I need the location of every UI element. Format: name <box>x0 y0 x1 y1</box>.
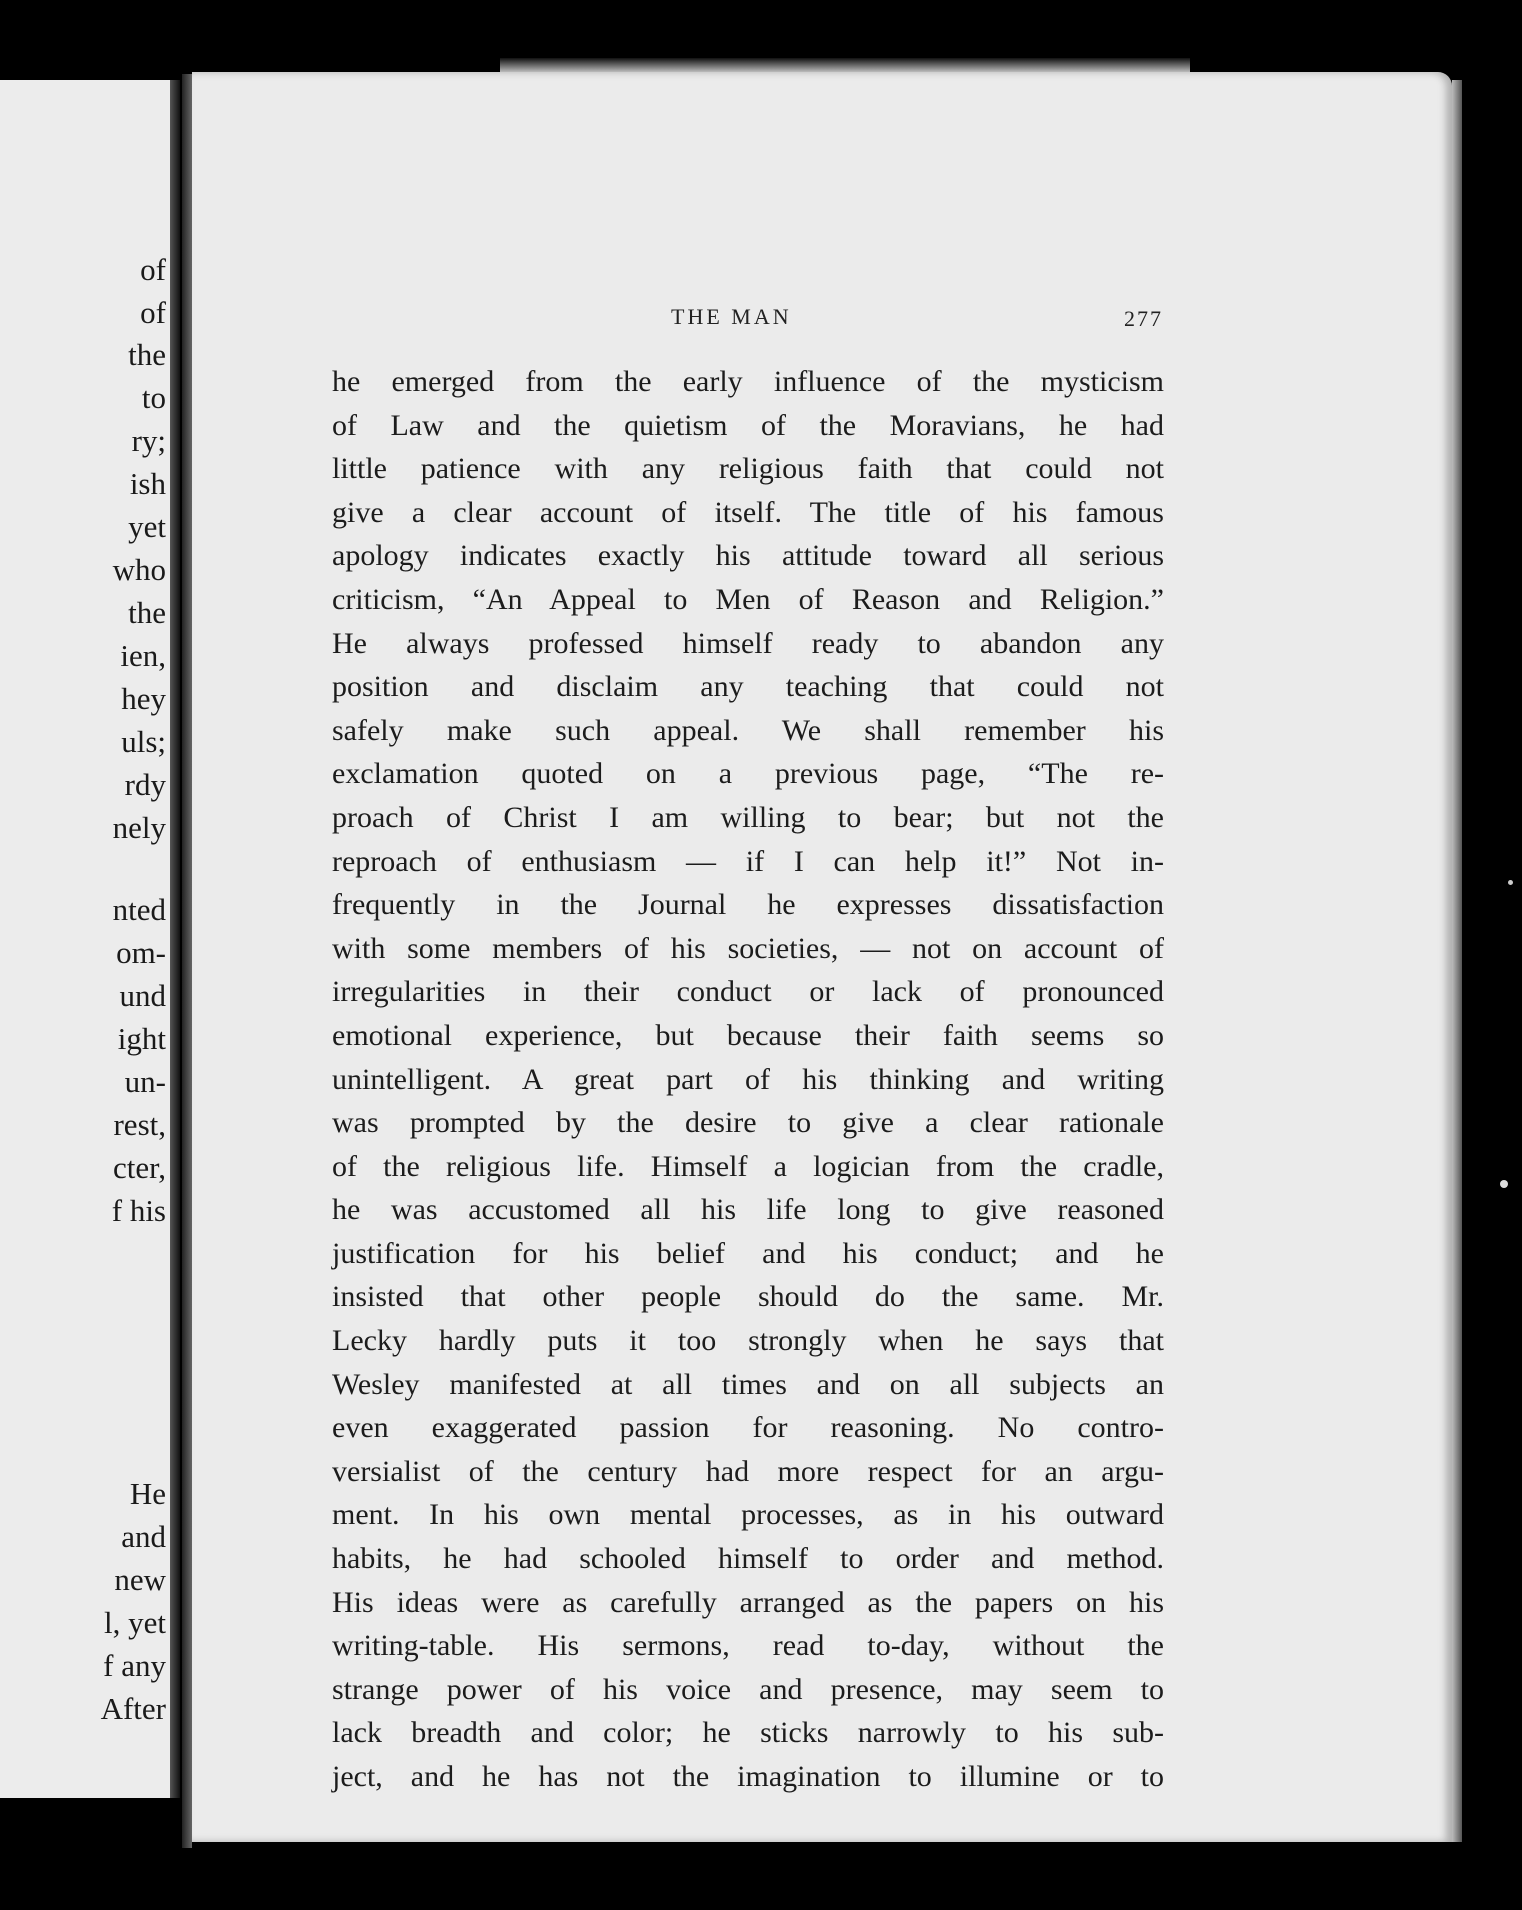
text-line: His ideas were as carefully arranged as the papers on his <box>332 1585 1164 1619</box>
text-line: ject, and he has not the imagination to illumine or to <box>332 1760 1164 1793</box>
text-line: justification for his belief and his conduct; and he <box>332 1236 1164 1270</box>
text-line: He always professed himself ready to abandon any <box>332 626 1164 660</box>
text-line: emotional experience, but because their faith seems so <box>332 1018 1164 1052</box>
left-page-line: ry; <box>131 423 166 458</box>
left-page-line: uls; <box>121 724 166 759</box>
text-line: irregularities in their conduct or lack of pronounced <box>332 975 1164 1009</box>
text-line: of Law and the quietism of the Moravians, he had <box>332 408 1164 442</box>
left-page-line: l, yet <box>104 1605 166 1640</box>
text-line: insisted that other people should do the same. Mr. <box>332 1280 1164 1314</box>
text-line: even exaggerated passion for reasoning. No contro- <box>332 1411 1164 1445</box>
text-line: he was accustomed all his life long to give reasoned <box>332 1193 1164 1227</box>
left-page-line: un- <box>124 1064 166 1099</box>
text-line: proach of Christ I am willing to bear; but not the <box>332 800 1164 834</box>
scan-speck <box>1508 880 1513 885</box>
text-line: of the religious life. Himself a logician from the cradle, <box>332 1149 1164 1183</box>
left-page-line: the <box>128 595 166 630</box>
running-head-title: THE MAN <box>671 304 792 329</box>
left-page-line: nted <box>112 892 166 927</box>
left-page-line: to <box>141 380 166 415</box>
text-line: reproach of enthusiasm — if I can help it!” Not in- <box>332 844 1164 878</box>
text-line: little patience with any religious faith that could not <box>332 452 1164 486</box>
left-page-line: of <box>140 295 166 330</box>
left-page-line: yet <box>128 509 166 544</box>
text-line: Wesley manifested at all times and on all subjects an <box>332 1367 1164 1401</box>
text-line: he emerged from the early influence of the mysticism <box>332 365 1164 398</box>
text-line: Lecky hardly puts it too strongly when he says that <box>332 1324 1164 1358</box>
left-page-line: ight <box>117 1021 166 1056</box>
left-page-line: hey <box>121 681 166 716</box>
left-page-line: ien, <box>120 638 166 673</box>
left-page-line: f any <box>103 1648 166 1683</box>
left-page-line: und <box>119 978 166 1013</box>
left-page-line: rest, <box>113 1107 166 1142</box>
page-number: 277 <box>1124 306 1163 331</box>
left-page-line: After <box>100 1691 166 1726</box>
text-line: was prompted by the desire to give a clear rationale <box>332 1106 1164 1140</box>
scan-speck <box>1500 1180 1508 1188</box>
left-page-line: who <box>112 552 166 587</box>
text-line: versialist of the century had more respect for an argu- <box>332 1454 1164 1488</box>
left-page-line: He <box>129 1476 166 1511</box>
left-page-line: nely <box>112 810 166 845</box>
left-page-line: new <box>114 1562 166 1597</box>
text-line: with some members of his societies, — not on account of <box>332 931 1164 965</box>
text-line: safely make such appeal. We shall remember his <box>332 713 1164 747</box>
text-line: frequently in the Journal he expresses dissatisfaction <box>332 888 1164 922</box>
left-page-line: om- <box>116 935 166 970</box>
text-line: habits, he had schooled himself to order and method. <box>332 1542 1164 1576</box>
text-line: unintelligent. A great part of his thinking and writing <box>332 1062 1164 1096</box>
left-page-line: f his <box>111 1193 166 1228</box>
right-page-edge <box>1452 80 1462 1842</box>
left-page-line: ish <box>129 466 166 501</box>
left-page-line: of <box>140 252 166 287</box>
left-page-line: and <box>121 1519 166 1554</box>
text-line: lack breadth and color; he sticks narrowly to his sub- <box>332 1716 1164 1750</box>
text-line: writing-table. His sermons, read to-day, without the <box>332 1629 1164 1663</box>
text-line: ment. In his own mental processes, as in his outward <box>332 1498 1164 1532</box>
left-facing-page <box>0 80 180 1798</box>
page-top-fringe <box>500 58 1190 72</box>
left-page-line: rdy <box>124 767 166 802</box>
text-line: give a clear account of itself. The title of his famous <box>332 495 1164 529</box>
text-line: exclamation quoted on a previous page, “The re- <box>332 757 1164 791</box>
right-page <box>192 72 1452 1842</box>
book-spine <box>182 74 192 1848</box>
text-line: position and disclaim any teaching that could not <box>332 670 1164 704</box>
body-text <box>332 360 1164 1799</box>
text-line: apology indicates exactly his attitude toward all serious <box>332 539 1164 573</box>
text-line: criticism, “An Appeal to Men of Reason and Religion.” <box>332 582 1164 616</box>
text-line: strange power of his voice and presence, may seem to <box>332 1672 1164 1706</box>
left-page-gutter <box>170 80 180 1798</box>
left-page-line: the <box>128 337 166 372</box>
left-page-line: cter, <box>113 1150 166 1185</box>
